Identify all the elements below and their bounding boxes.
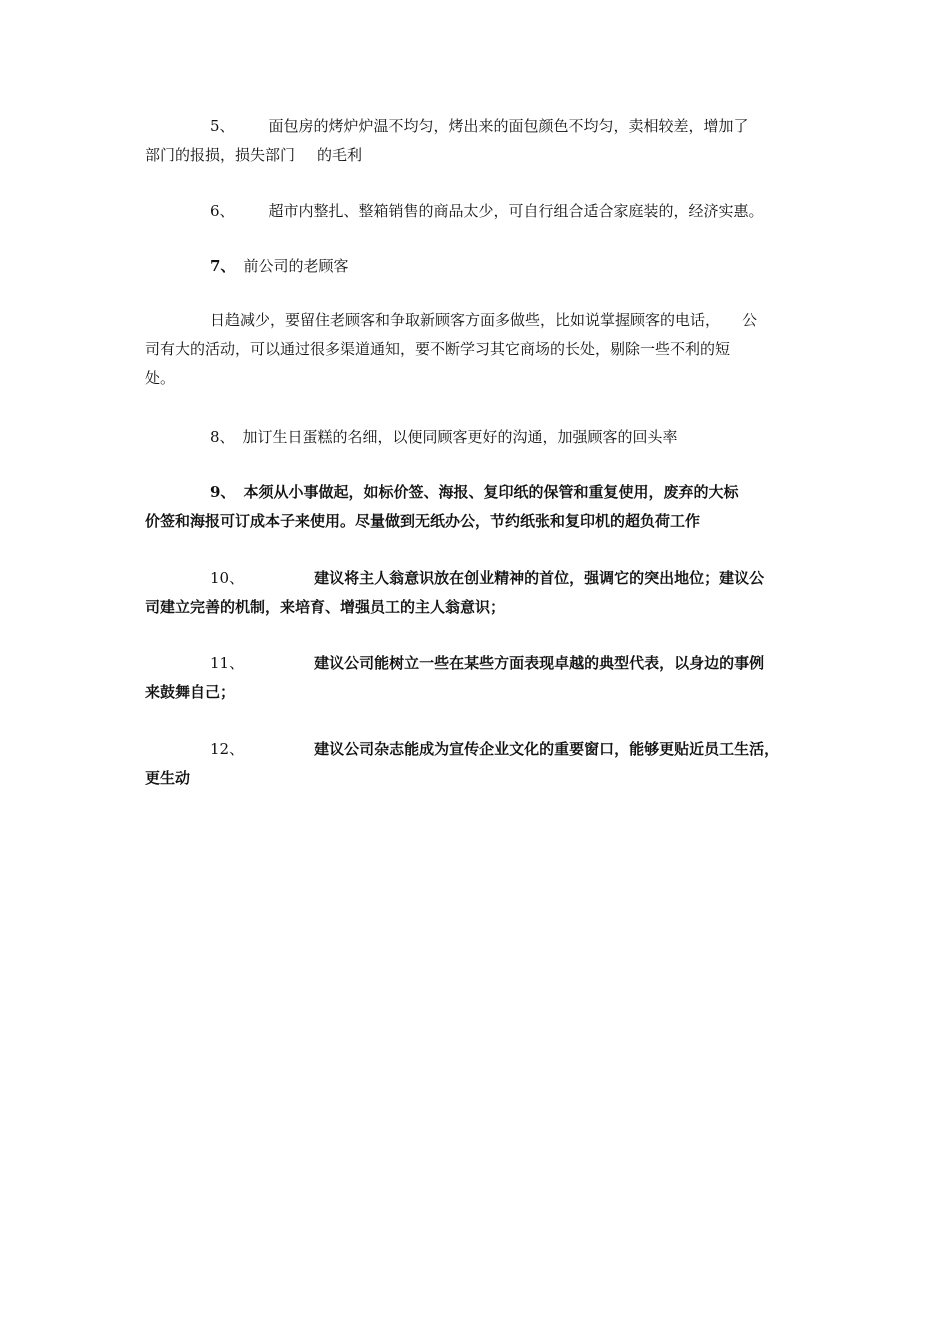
item-text: 前公司的老顾客	[243, 257, 349, 275]
item-number: 6、	[210, 202, 235, 220]
paragraph-text: 司有大的活动，可以通过很多渠道通知，要不断学习其它商场的长处，剔除一些不利的短	[145, 340, 731, 358]
item-text: 建议公司能树立一些在某些方面表现卓越的典型代表，以身边的事例	[314, 654, 765, 672]
item-text-continued: 司建立完善的机制，来培育、增强员工的主人翁意识；	[145, 598, 506, 616]
paragraph-customers	[145, 306, 813, 393]
list-item-11	[145, 649, 813, 707]
list-item-7	[145, 252, 813, 281]
item-number: 7、	[210, 257, 236, 275]
item-text: 面包房的烤炉炉温不均匀，烤出来的面包颜色不均匀，卖相较差，增加了	[268, 117, 749, 135]
item-number: 11、	[210, 654, 245, 672]
item-text-continued: 的毛利	[317, 146, 363, 164]
item-text: 超市内整扎、整箱销售的商品太少，可自行组合适合家庭装的，经济实惠。	[268, 202, 764, 220]
list-item-8	[145, 423, 813, 452]
item-text-continued: 部门的报损，损失部门	[145, 146, 296, 164]
list-item-12	[145, 735, 813, 793]
item-text-continued: 来鼓舞自己；	[145, 683, 236, 701]
item-text-continued: 价签和海报可订成本子来使用。尽量做到无纸办公，节约纸张和复印机的超负荷工作	[145, 512, 701, 530]
item-number: 9、	[210, 483, 236, 501]
item-number: 10、	[210, 569, 245, 587]
list-item-10	[145, 564, 813, 622]
item-number: 8、	[210, 428, 235, 446]
item-text: 加订生日蛋糕的名细，以便同顾客更好的沟通，加强顾客的回头率	[242, 428, 678, 446]
list-item-5	[145, 112, 813, 170]
list-item-9	[145, 478, 813, 536]
item-number: 12、	[210, 740, 245, 758]
item-number: 5、	[210, 117, 235, 135]
item-text: 建议将主人翁意识放在创业精神的首位，强调它的突出地位；建议公	[314, 569, 765, 587]
paragraph-text: 日趋减少，要留住老顾客和争取新顾客方面多做些，比如说掌握顾客的电话，	[210, 311, 721, 329]
list-item-6	[145, 197, 813, 226]
item-text: 本须从小事做起，如标价签、海报、复印纸的保管和重复使用，废弃的大标	[243, 483, 739, 501]
paragraph-text: 处。	[145, 369, 176, 387]
item-text: 建议公司杂志能成为宣传企业文化的重要窗口，能够更贴近员工生活，	[314, 740, 780, 758]
paragraph-text: 公	[742, 311, 758, 329]
item-text-continued: 更生动	[145, 769, 191, 787]
